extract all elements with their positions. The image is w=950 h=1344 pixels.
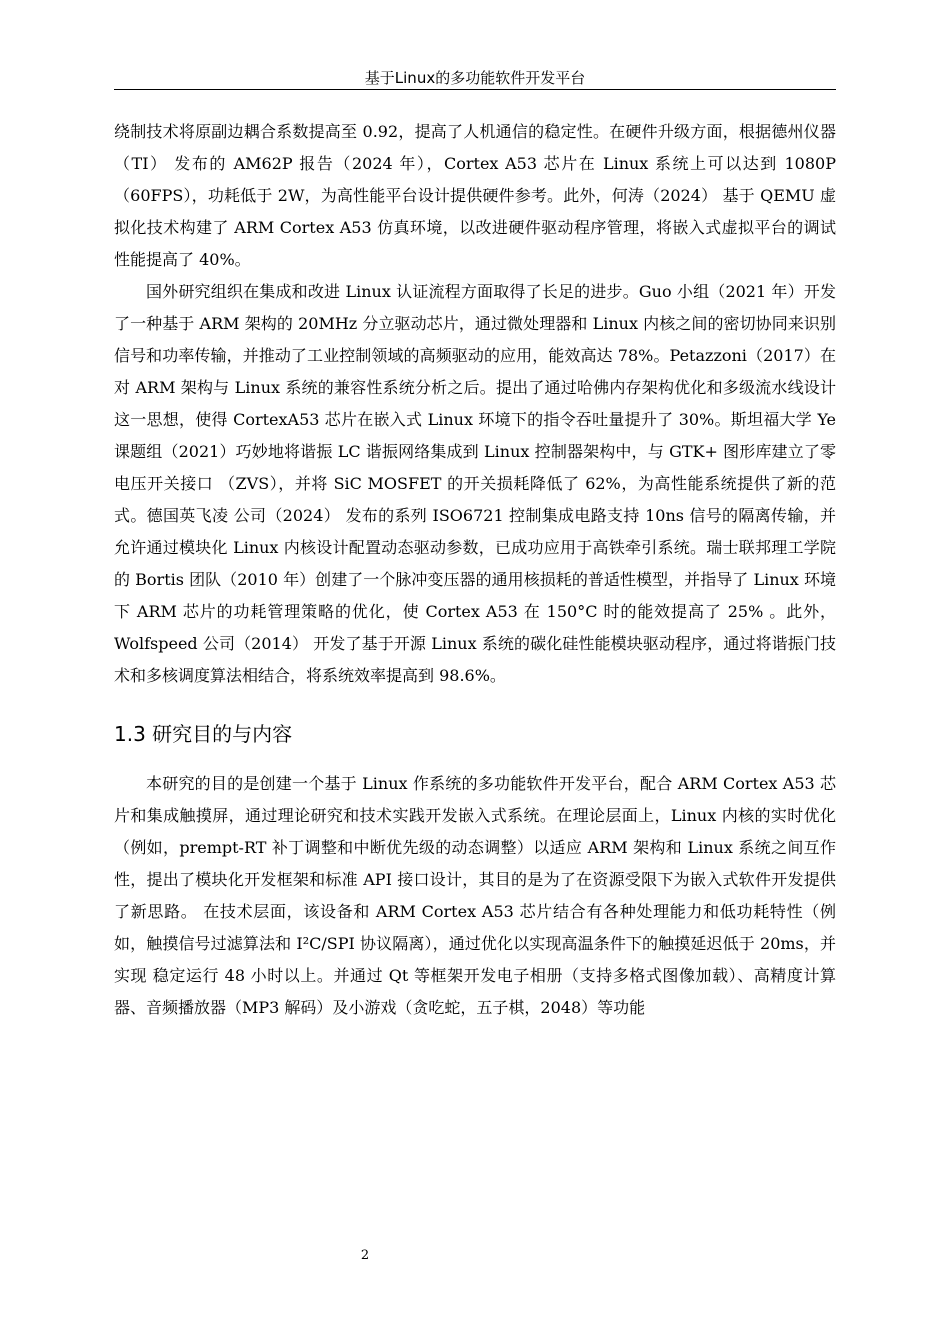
running-header: 基于Linux的多功能软件开发平台 bbox=[364, 69, 586, 87]
page-number: 2 bbox=[360, 1248, 370, 1263]
paragraph-research-purpose: 本研究的目的是创建一个基于 Linux 作系统的多功能软件开发平台，配合 ARM Cortex A53 芯片和集成触摸屏，通过理论研究和技术实践开发嵌入式系统。在理论层面上，Linux 内核的实时优化（例如，prempt-RT 补丁调整和中断优先级的动态调整）以适应 ARM 架构和 Linux 系统之间互作性，提出了模块化开发框架和标准 API 接口设计，其目的是为了在资源受限下为嵌入式软件开发提供了新思路。 在技术层面，该设备和 ARM Cortex A53 芯片结合有各种处理能力和低功耗特性（例如，触摸信号过滤算法和 I²C/SPI 协议隔离），通过优化以实现高温条件下的触摸延迟低于 20ms，并实现 稳定运行 48 小时以上。并通过 Qt 等框架开发电子相册（支持多格式图像加载）、高精度计算器、音频播放器（MP3 解码）及小游戏（贪吃蛇，五子棋，2048）等功能 bbox=[114, 774, 836, 1017]
paragraph-foreign-research: 国外研究组织在集成和改进 Linux 认证流程方面取得了长足的进步。Guo 小组（2021 年）开发了一种基于 ARM 架构的 20MHz 分立驱动芯片，通过微处理器和 Linux 内核之间的密切协同来识别信号和功率传输，并推动了工业控制领域的高频驱动的应用，能效高达 78%。Petazzoni（2017）在对 ARM 架构与 Linux 系统的兼容性系统分析之后。提出了通过哈佛内存架构优化和多级流水线设计这一思想，使得 CortexA53 芯片在嵌入式 Linux 环境下的指令吞吐量提升了 30%。斯坦福大学 Ye 课题组（2021）巧妙地将谐振 LC 谐振网络集成到 Linux 控制器架构中，与 GTK+ 图形库建立了零电压开关接口 （ZVS），并将 SiC MOSFET 的开关损耗降低了 62%，为高性能系统提供了新的范式。德国英飞凌 公司（2024） 发布的系列 ISO6721 控制集成电路支持 10ns 信号的隔离传输，并允许通过模块化 Linux 内核设计配置动态驱动参数，已成功应用于高铁牵引系统。瑞士联邦理工学院的 Bortis 团队（2010 年）创建了一个脉冲变压器的通用核损耗的普适性模型，并指导了 Linux 环境下 ARM 芯片的功耗管理策略的优化，使 Cortex A53 在 150°C 时的能效提高了 25% 。此外，Wolfspeed 公司（2014） 开发了基于开源 Linux 系统的碳化硅性能模块驱动程序，通过将谐振门技术和多核调度算法相结合，将系统效率提高到 98.6%。 bbox=[114, 282, 836, 685]
page-body bbox=[114, 116, 836, 1024]
section-heading: 1.3 研究目的与内容 bbox=[114, 722, 293, 746]
paragraph-continued: 绕制技术将原副边耦合系数提高至 0.92，提高了人机通信的稳定性。在硬件升级方面，根据德州仪器 （TI） 发布的 AM62P 报告（2024 年），Cortex A53 芯片在 Linux 系统上可以达到 1080P（60FPS），功耗低于 2W，为高性能平台设计提供硬件参考。此外，何涛（2024） 基于 QEMU 虚拟化技术构建了 ARM Cortex A53 仿真环境，以改进硬件驱动程序管理，将嵌入式虚拟平台的调试性能提高了 40%。 bbox=[114, 122, 836, 269]
header-rule bbox=[114, 89, 836, 90]
